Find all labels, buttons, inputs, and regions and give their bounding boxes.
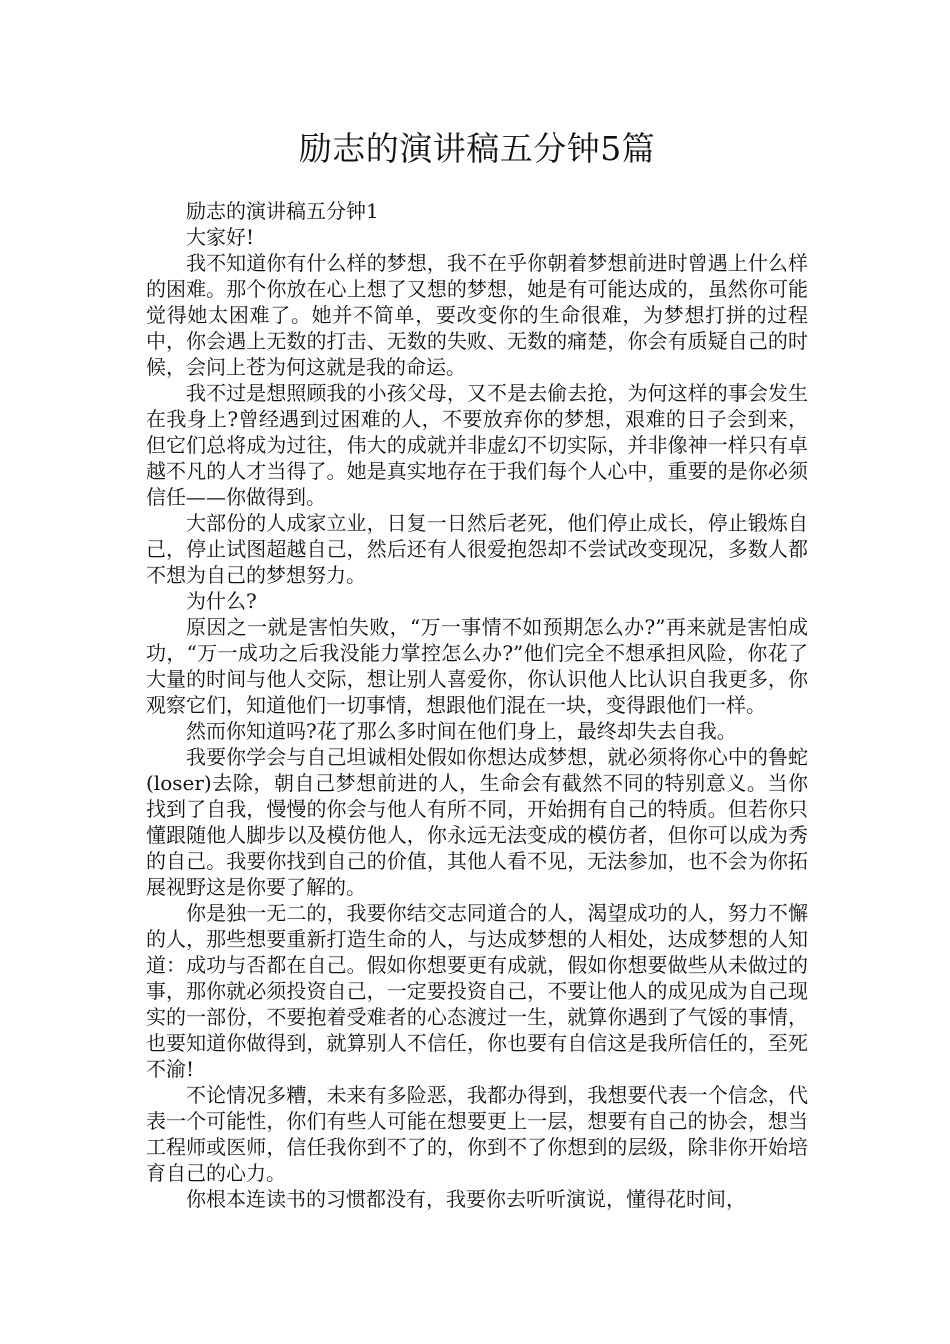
body-paragraph: 不论情况多糟，未来有多险恶，我都办得到，我想要代表一个信念，代表一个可能性，你们有些人可能在想要更上一层，想要有自己的协会，想当工程师或医师，信任我你到不了的，你到不了你想到的层级，除非你开始培育自己的心力。 (146, 1083, 808, 1185)
body-paragraph: 我不过是想照顾我的小孩父母，又不是去偷去抢，为何这样的事会发生在我身上?曾经遇到过困难的人，不要放弃你的梦想，艰难的日子会到来，但它们总将成为过往，伟大的成就并非虚幻不切实际，并非像神一样只有卓越不凡的人才当得了。她是真实地存在于我们每个人心中，重要的是你必须信任——你做得到。 (146, 381, 808, 509)
body-paragraph: 然而你知道吗?花了那么多时间在他们身上，最终却失去自我。 (186, 719, 737, 743)
body-paragraph: 为什么? (186, 589, 257, 613)
body-paragraph: 大部份的人成家立业，日复一日然后老死，他们停止成长，停止锻炼自己，停止试图超越自己，然后还有人很爱抱怨却不尝试改变现况，多数人都不想为自己的梦想努力。 (146, 511, 808, 587)
body-paragraph: 你是独一无二的，我要你结交志同道合的人，渴望成功的人，努力不懈的人，那些想要重新打造生命的人，与达成梦想的人相处，达成梦想的人知道：成功与否都在自己。假如你想要更有成就，假如你想要做些从未做过的事，那你就必须投资自己，一定要投资自己，不要让他人的成见成为自己现实的一部份，不要抱着受难者的心态渡过一生，就算你遇到了气馁的事情，也要知道你做得到，就算别人不信任，你也要有自信这是我所信任的，至死不渝! (146, 901, 808, 1081)
section-heading: 励志的演讲稿五分钟1 (186, 199, 379, 223)
body-paragraph: 你根本连读书的习惯都没有，我要你去听听演说，懂得花时间， (186, 1187, 746, 1211)
body-paragraph: 我要你学会与自己坦诚相处假如你想达成梦想，就必须将你心中的鲁蛇(loser)去除，朝自己梦想前进的人，生命会有截然不同的特别意义。当你找到了自我，慢慢的你会与他人有所不同，开始拥有自己的特质。但若你只懂跟随他人脚步以及模仿他人，你永远无法变成的模仿者，但你可以成为秀的自己。我要你找到自己的价值，其他人看不见，无法参加，也不会为你拓展视野这是你要了解的。 (146, 745, 808, 899)
greeting-paragraph: 大家好! (186, 225, 255, 249)
document-body (146, 198, 808, 1212)
document-title: 励志的演讲稿五分钟5篇 (298, 129, 656, 168)
body-paragraph: 原因之一就是害怕失败，“万一事情不如预期怎么办?”再来就是害怕成功，“万一成功之后我没能力掌控怎么办?”他们完全不想承担风险，你花了大量的时间与他人交际，想让别人喜爱你，你认识他人比认识自我更多，你观察它们，知道他们一切事情，想跟他们混在一块，变得跟他们一样。 (146, 615, 808, 717)
body-paragraph: 我不知道你有什么样的梦想，我不在乎你朝着梦想前进时曾遇上什么样的困难。那个你放在心上想了又想的梦想，她是有可能达成的，虽然你可能觉得她太困难了。她并不简单，要改变你的生命很难，为梦想打拼的过程中，你会遇上无数的打击、无数的失败、无数的痛楚，你会有质疑自己的时候，会问上苍为何这就是我的命运。 (146, 251, 808, 379)
